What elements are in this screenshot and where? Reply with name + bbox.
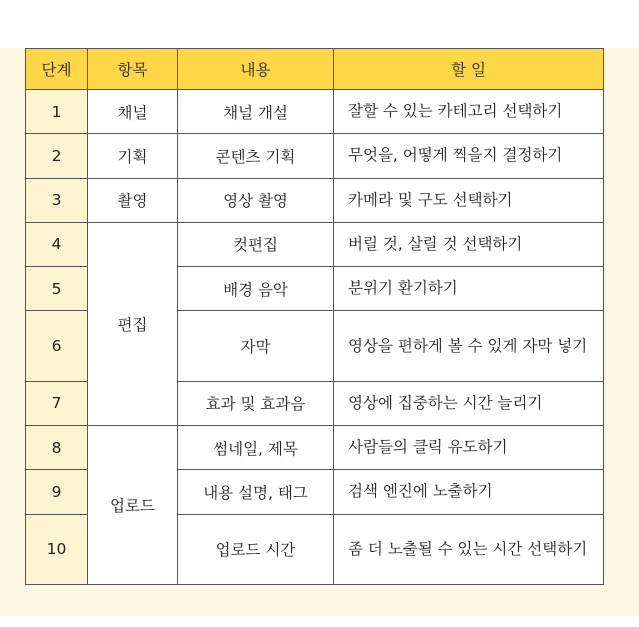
content-cell: 효과 및 효과음 <box>178 381 334 425</box>
content-cell: 배경 음악 <box>178 267 334 311</box>
step-cell: 2 <box>26 134 88 178</box>
step-cell: 6 <box>26 311 88 381</box>
header-todo: 할 일 <box>334 49 604 90</box>
step-cell: 9 <box>26 470 88 514</box>
todo-cell: 무엇을, 어떻게 찍을지 결정하기 <box>334 134 604 178</box>
content-cell: 컷편집 <box>178 222 334 266</box>
todo-cell: 카메라 및 구도 선택하기 <box>334 178 604 222</box>
todo-cell: 좀 더 노출될 수 있는 시간 선택하기 <box>334 514 604 584</box>
process-table <box>25 48 604 585</box>
table-row <box>26 178 604 222</box>
todo-cell: 영상을 편하게 볼 수 있게 자막 넣기 <box>334 311 604 381</box>
todo-cell: 검색 엔진에 노출하기 <box>334 470 604 514</box>
table-panel <box>0 48 639 616</box>
step-cell: 5 <box>26 267 88 311</box>
header-row <box>26 49 604 90</box>
category-cell: 채널 <box>88 90 178 134</box>
content-cell: 썸네일, 제목 <box>178 426 334 470</box>
header-step: 단계 <box>26 49 88 90</box>
header-category: 항목 <box>88 49 178 90</box>
content-cell: 업로드 시간 <box>178 514 334 584</box>
step-cell: 4 <box>26 222 88 266</box>
category-cell: 촬영 <box>88 178 178 222</box>
step-cell: 10 <box>26 514 88 584</box>
table-row <box>26 90 604 134</box>
category-cell: 업로드 <box>88 426 178 585</box>
table-row <box>26 426 604 470</box>
content-cell: 영상 촬영 <box>178 178 334 222</box>
todo-cell: 영상에 집중하는 시간 늘리기 <box>334 381 604 425</box>
todo-cell: 분위기 환기하기 <box>334 267 604 311</box>
todo-cell: 잘할 수 있는 카테고리 선택하기 <box>334 90 604 134</box>
step-cell: 3 <box>26 178 88 222</box>
todo-cell: 사람들의 클릭 유도하기 <box>334 426 604 470</box>
table-row <box>26 134 604 178</box>
category-cell: 기획 <box>88 134 178 178</box>
content-cell: 자막 <box>178 311 334 381</box>
content-cell: 채널 개설 <box>178 90 334 134</box>
content-cell: 내용 설명, 태그 <box>178 470 334 514</box>
table-row <box>26 222 604 266</box>
step-cell: 1 <box>26 90 88 134</box>
content-cell: 콘텐츠 기획 <box>178 134 334 178</box>
todo-cell: 버릴 것, 살릴 것 선택하기 <box>334 222 604 266</box>
step-cell: 7 <box>26 381 88 425</box>
header-content: 내용 <box>178 49 334 90</box>
step-cell: 8 <box>26 426 88 470</box>
category-cell: 편집 <box>88 222 178 425</box>
